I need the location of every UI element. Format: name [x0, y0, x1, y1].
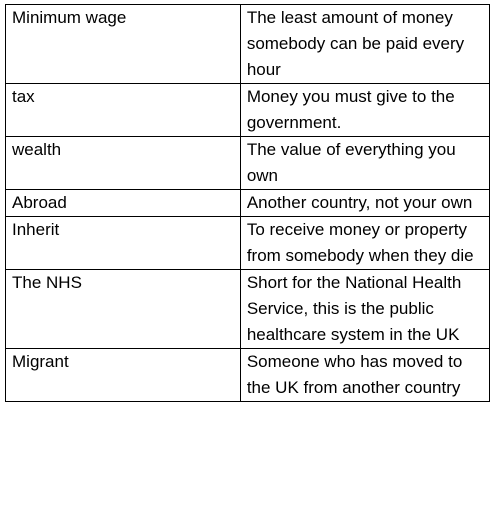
- term-text: wealth: [12, 140, 62, 159]
- term-cell: [6, 270, 241, 349]
- definition-text: The value of everything you own: [246, 140, 456, 185]
- term-text: The NHS: [12, 273, 82, 292]
- table-row: [6, 270, 490, 349]
- definition-text: Someone who has moved to the UK from another country: [246, 352, 463, 397]
- definition-cell: [240, 84, 489, 137]
- vocabulary-table: [5, 4, 490, 402]
- table-row: [6, 349, 490, 402]
- definition-text: Money you must give to the government.: [246, 87, 455, 132]
- term-cell: [6, 84, 241, 137]
- term-text: Migrant: [12, 352, 69, 371]
- table-row: [6, 5, 490, 84]
- term-cell: [6, 349, 241, 402]
- definition-cell: [240, 190, 489, 217]
- definition-cell: [240, 5, 489, 84]
- term-cell: [6, 217, 241, 270]
- table-row: [6, 84, 490, 137]
- term-text: Abroad: [12, 193, 67, 212]
- definition-text: To receive money or property from somebody when they die: [246, 220, 474, 265]
- term-cell: [6, 190, 241, 217]
- definition-text: Another country, not your own: [246, 193, 473, 212]
- term-cell: [6, 5, 241, 84]
- table-row: [6, 137, 490, 190]
- term-text: tax: [12, 87, 35, 106]
- table-row: [6, 217, 490, 270]
- table-row: [6, 190, 490, 217]
- term-text: Inherit: [12, 220, 60, 239]
- term-text: Minimum wage: [12, 8, 127, 27]
- definition-cell: [240, 349, 489, 402]
- definition-text: The least amount of money somebody can be paid every hour: [246, 8, 465, 79]
- definition-cell: [240, 270, 489, 349]
- definition-cell: [240, 217, 489, 270]
- term-cell: [6, 137, 241, 190]
- definition-text: Short for the National Health Service, this is the public healthcare system in the UK: [246, 273, 462, 344]
- definition-cell: [240, 137, 489, 190]
